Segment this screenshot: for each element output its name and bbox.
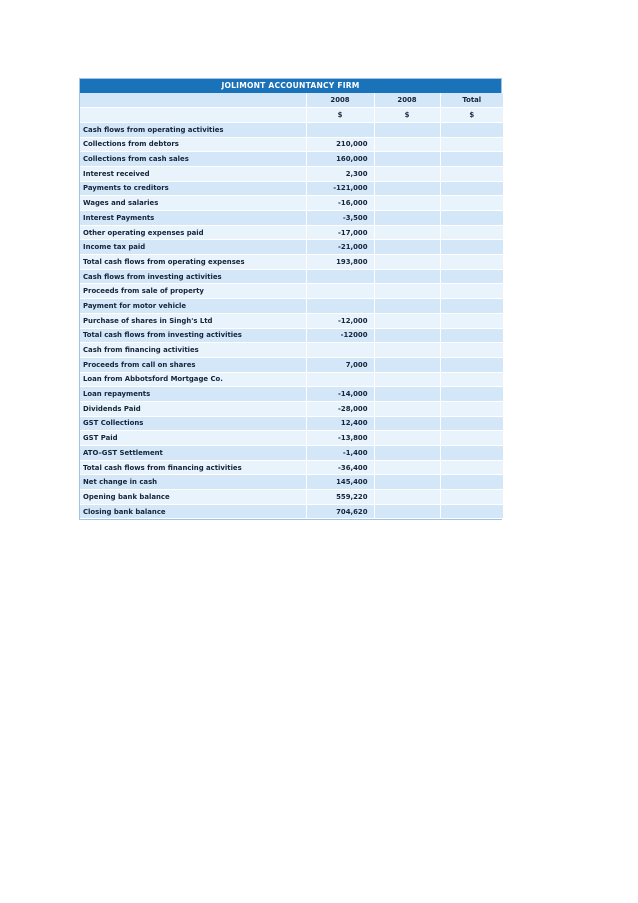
row-value-total [440, 284, 503, 299]
unit-header: $ [306, 108, 374, 123]
table-row [80, 475, 503, 490]
row-label: Wages and salaries [80, 196, 306, 211]
row-value-col1: -16,000 [306, 196, 374, 211]
row-value-col2 [374, 122, 440, 137]
row-value-col2 [374, 152, 440, 167]
row-value-col2 [374, 211, 440, 226]
row-value-col2 [374, 475, 440, 490]
row-value-total [440, 122, 503, 137]
row-value-col1: 704,620 [306, 504, 374, 519]
row-value-col2 [374, 328, 440, 343]
row-label: ATO–GST Settlement [80, 446, 306, 461]
row-value-col1: 12,400 [306, 416, 374, 431]
row-label: Proceeds from call on shares [80, 357, 306, 372]
row-value-col2 [374, 284, 440, 299]
row-value-col2 [374, 269, 440, 284]
row-value-total [440, 357, 503, 372]
row-label: Cash from financing activities [80, 343, 306, 358]
row-value-total [440, 446, 503, 461]
row-label: Loan from Abbotsford Mortgage Co. [80, 372, 306, 387]
row-value-total [440, 166, 503, 181]
row-value-col1 [306, 343, 374, 358]
table-row [80, 460, 503, 475]
row-value-total [440, 460, 503, 475]
row-value-col1: -14,000 [306, 387, 374, 402]
row-label: Total cash flows from operating expenses [80, 255, 306, 270]
row-value-col1: -12000 [306, 328, 374, 343]
row-value-total [440, 387, 503, 402]
table-row [80, 196, 503, 211]
row-value-col2 [374, 166, 440, 181]
unit-header-row [80, 108, 503, 123]
table-row [80, 225, 503, 240]
row-value-col1: -13,800 [306, 431, 374, 446]
row-value-col2 [374, 387, 440, 402]
row-label: Collections from debtors [80, 137, 306, 152]
row-value-col1: -21,000 [306, 240, 374, 255]
row-label: Purchase of shares in Singh's Ltd [80, 313, 306, 328]
row-value-col1 [306, 372, 374, 387]
table-row [80, 269, 503, 284]
row-value-col1: 210,000 [306, 137, 374, 152]
row-value-col1 [306, 122, 374, 137]
row-label: Other operating expenses paid [80, 225, 306, 240]
row-value-col2 [374, 490, 440, 505]
row-label: Opening bank balance [80, 490, 306, 505]
row-value-col1: 559,220 [306, 490, 374, 505]
row-value-total [440, 372, 503, 387]
row-value-col2 [374, 401, 440, 416]
row-value-total [440, 431, 503, 446]
row-value-col2 [374, 416, 440, 431]
row-value-total [440, 269, 503, 284]
table-row [80, 372, 503, 387]
row-label: Loan repayments [80, 387, 306, 402]
row-label: Payment for motor vehicle [80, 299, 306, 314]
table-row [80, 122, 503, 137]
column-header-row [80, 93, 503, 108]
table-row [80, 166, 503, 181]
row-label: Payments to creditors [80, 181, 306, 196]
row-value-total [440, 401, 503, 416]
row-label: Income tax paid [80, 240, 306, 255]
row-value-col1: -1,400 [306, 446, 374, 461]
table-row [80, 431, 503, 446]
row-value-total [440, 196, 503, 211]
row-value-total [440, 240, 503, 255]
row-value-col2 [374, 181, 440, 196]
row-value-total [440, 416, 503, 431]
table-title: JOLIMONT ACCOUNTANCY FIRM [80, 79, 501, 93]
row-value-total [440, 225, 503, 240]
column-header: Total [440, 93, 503, 108]
row-label: Proceeds from sale of property [80, 284, 306, 299]
table-row [80, 401, 503, 416]
row-value-col1: 7,000 [306, 357, 374, 372]
row-value-total [440, 299, 503, 314]
row-value-total [440, 490, 503, 505]
table-row [80, 357, 503, 372]
table-row [80, 299, 503, 314]
row-value-total [440, 313, 503, 328]
row-value-col2 [374, 240, 440, 255]
row-label: Interest received [80, 166, 306, 181]
row-value-total [440, 137, 503, 152]
cash-flow-table [80, 93, 503, 519]
row-value-col1: -3,500 [306, 211, 374, 226]
table-row [80, 343, 503, 358]
column-header: 2008 [306, 93, 374, 108]
table-row [80, 211, 503, 226]
row-value-total [440, 343, 503, 358]
table-row [80, 416, 503, 431]
row-value-col1: -12,000 [306, 313, 374, 328]
row-value-total [440, 255, 503, 270]
row-label: Closing bank balance [80, 504, 306, 519]
table-row [80, 328, 503, 343]
table-row [80, 137, 503, 152]
row-value-col2 [374, 446, 440, 461]
row-value-col2 [374, 460, 440, 475]
row-value-col2 [374, 372, 440, 387]
row-label: Net change in cash [80, 475, 306, 490]
row-value-col1: 145,400 [306, 475, 374, 490]
table-row [80, 313, 503, 328]
column-header: 2008 [374, 93, 440, 108]
row-value-total [440, 504, 503, 519]
table-row [80, 181, 503, 196]
row-label: Total cash flows from investing activities [80, 328, 306, 343]
row-value-col2 [374, 431, 440, 446]
row-label: Collections from cash sales [80, 152, 306, 167]
row-value-col1: 193,800 [306, 255, 374, 270]
row-label: Dividends Paid [80, 401, 306, 416]
table-row [80, 504, 503, 519]
row-label: Cash flows from investing activities [80, 269, 306, 284]
table-row [80, 490, 503, 505]
table-row [80, 240, 503, 255]
header-blank [80, 93, 306, 108]
row-value-col1 [306, 299, 374, 314]
unit-header: $ [374, 108, 440, 123]
row-value-col1 [306, 284, 374, 299]
row-value-col2 [374, 299, 440, 314]
header-blank [80, 108, 306, 123]
row-value-col1: -17,000 [306, 225, 374, 240]
row-value-col2 [374, 504, 440, 519]
table-row [80, 284, 503, 299]
table-row [80, 152, 503, 167]
row-value-total [440, 181, 503, 196]
table-row [80, 387, 503, 402]
row-label: GST Collections [80, 416, 306, 431]
table-row [80, 446, 503, 461]
row-value-total [440, 152, 503, 167]
row-value-col1: -36,400 [306, 460, 374, 475]
row-value-total [440, 328, 503, 343]
row-label: Cash flows from operating activities [80, 122, 306, 137]
row-value-col2 [374, 196, 440, 211]
row-value-col2 [374, 137, 440, 152]
row-value-col1: -28,000 [306, 401, 374, 416]
row-value-col2 [374, 225, 440, 240]
row-value-col1 [306, 269, 374, 284]
row-label: GST Paid [80, 431, 306, 446]
row-value-col1: -121,000 [306, 181, 374, 196]
cash-flow-statement [79, 78, 502, 520]
row-value-col2 [374, 343, 440, 358]
row-value-col2 [374, 255, 440, 270]
unit-header: $ [440, 108, 503, 123]
row-value-total [440, 211, 503, 226]
row-value-col1: 160,000 [306, 152, 374, 167]
row-value-total [440, 475, 503, 490]
row-label: Interest Payments [80, 211, 306, 226]
row-label: Total cash flows from financing activities [80, 460, 306, 475]
row-value-col2 [374, 313, 440, 328]
table-row [80, 255, 503, 270]
row-value-col2 [374, 357, 440, 372]
row-value-col1: 2,300 [306, 166, 374, 181]
